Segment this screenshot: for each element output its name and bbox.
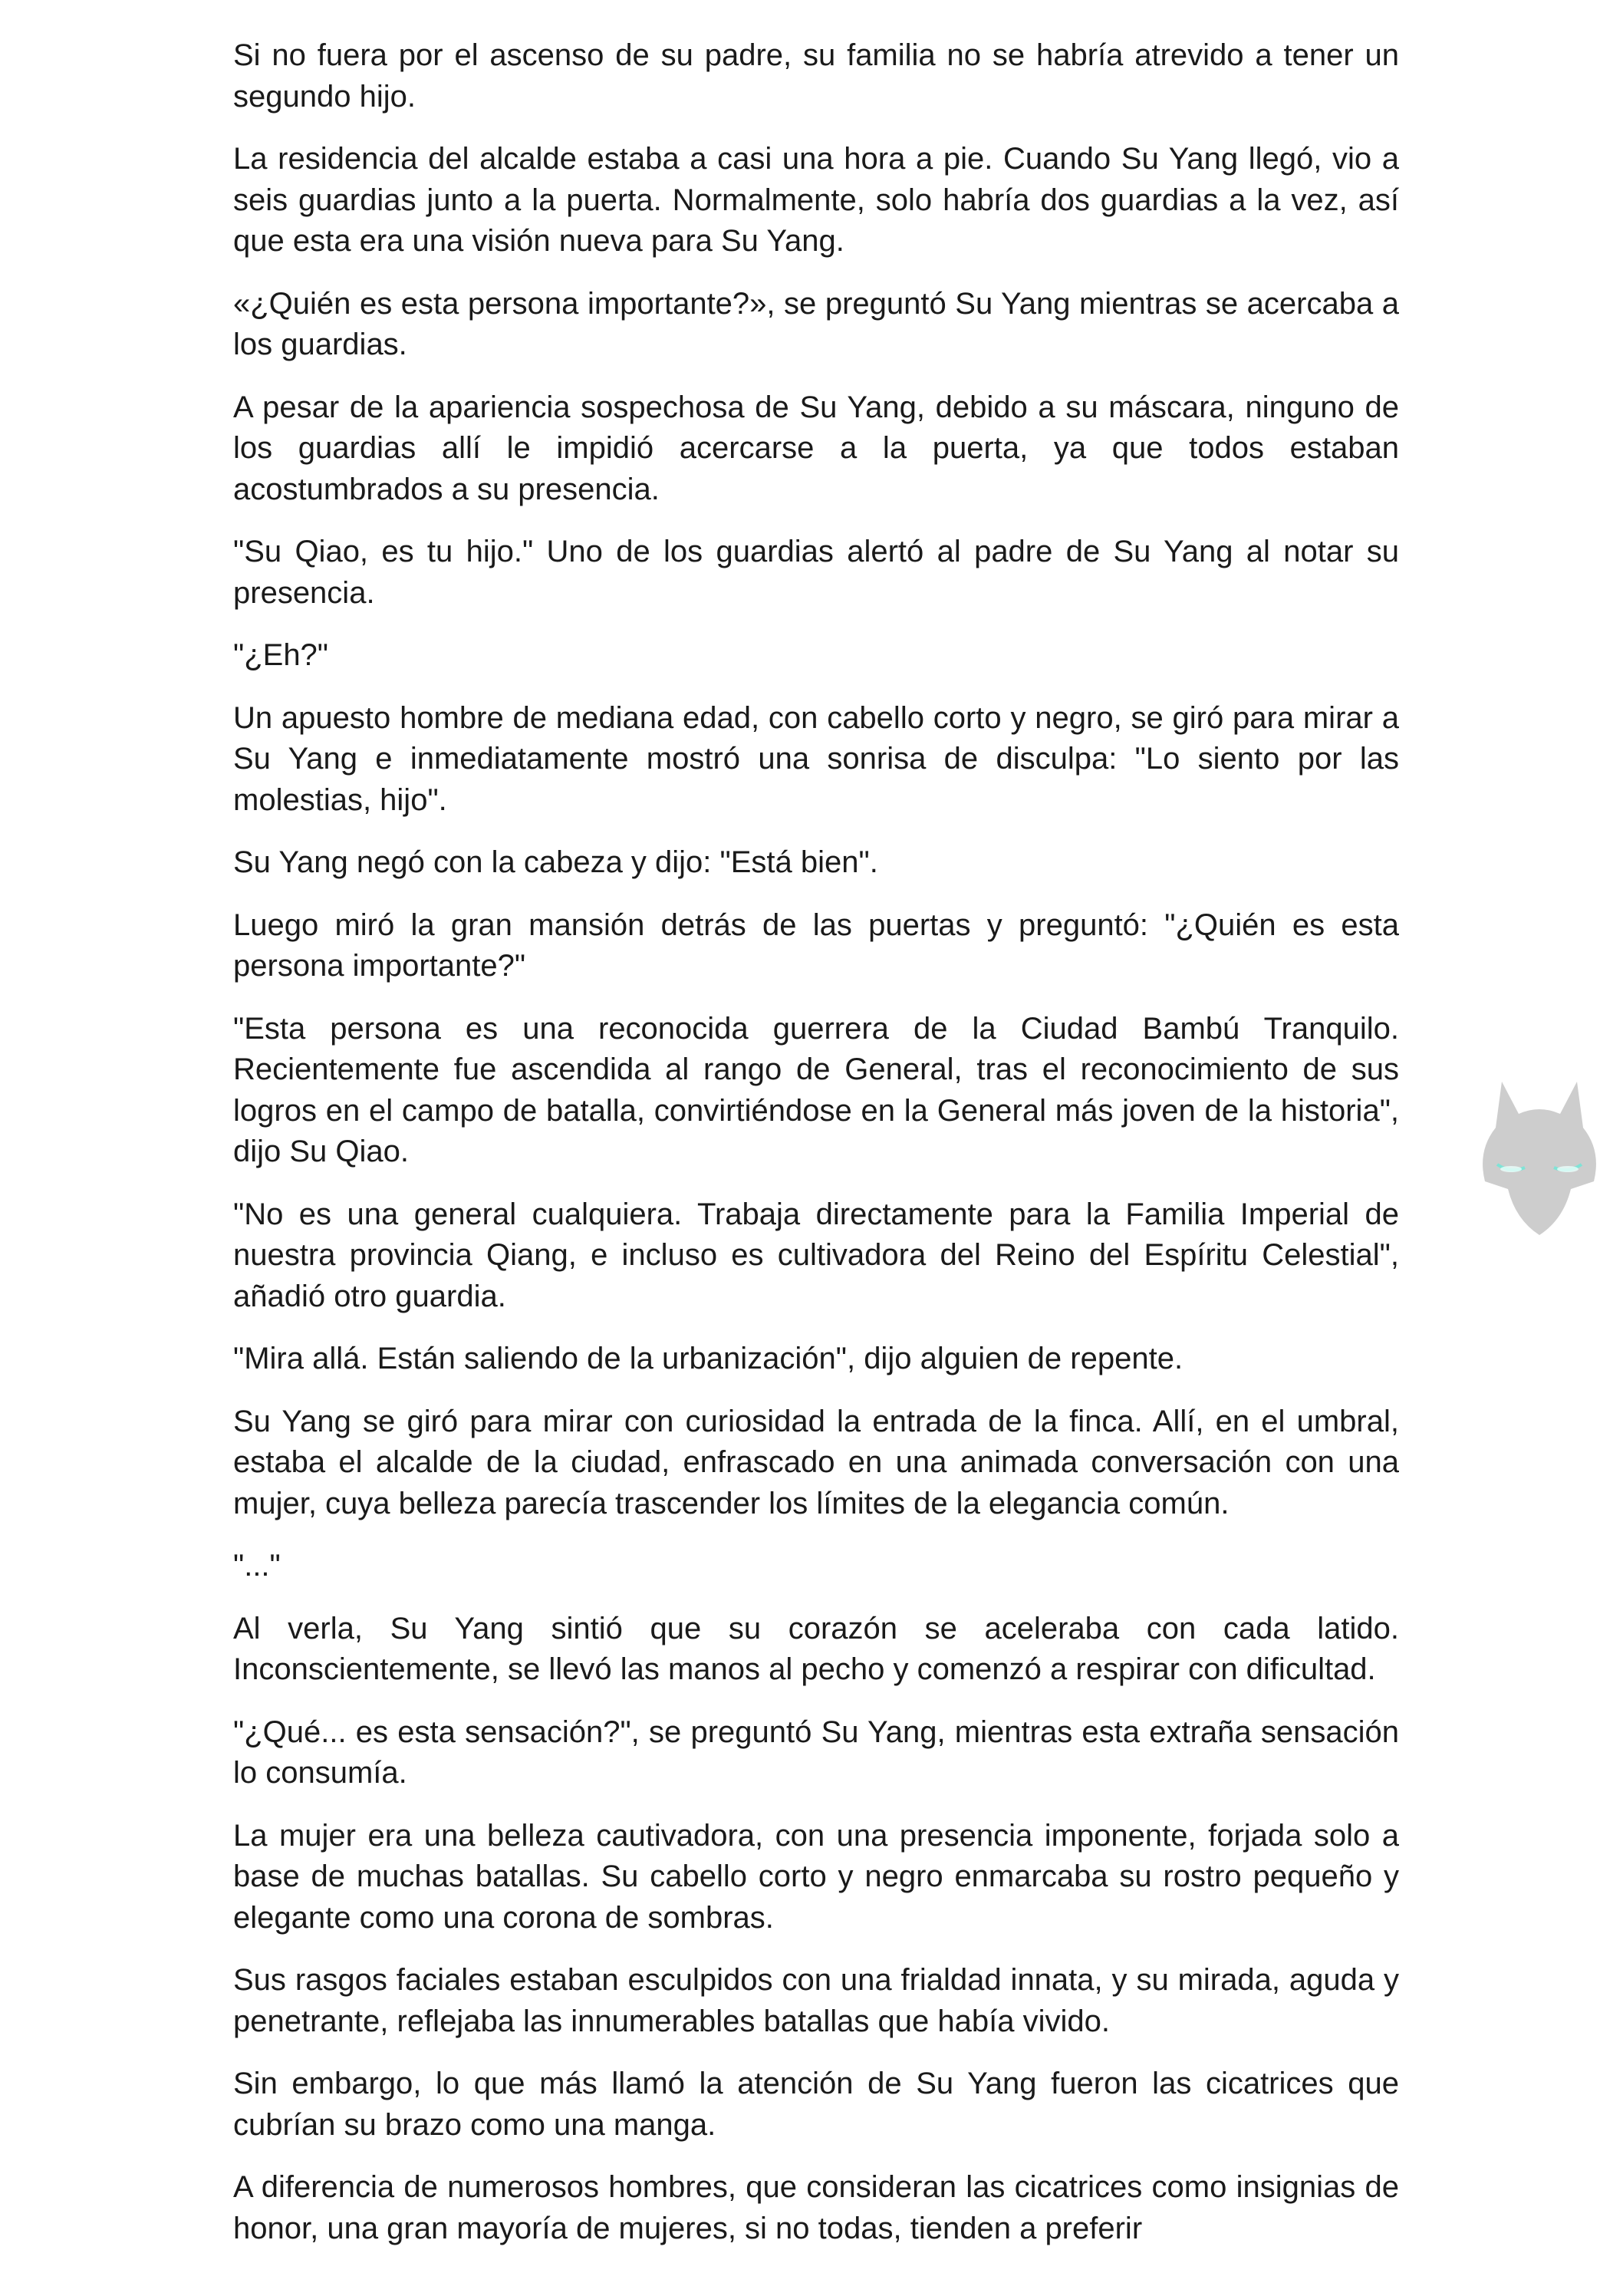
paragraph-15: Al verla, Su Yang sintió que su corazón se aceleraba con cada latido. Inconscientemente, se llevó las manos al pecho y comenzó a respirar con dificultad.: [233, 1611, 1399, 1686]
demon-head-icon: [1471, 1074, 1608, 1238]
paragraph-18: Sus rasgos faciales estaban esculpidos con una frialdad innata, y su mirada, aguda y penetrante, reflejaba las innumerables batallas que había vivido.: [233, 1963, 1399, 2038]
paragraph-2: La residencia del alcalde estaba a casi una hora a pie. Cuando Su Yang llegó, vio a seis guardias junto a la puerta. Normalmente, solo habría dos guardias a la vez, así que esta era una visión nueva para Su Yang.: [233, 142, 1399, 258]
paragraph-20: A diferencia de numerosos hombres, que consideran las cicatrices como insignias de honor, una gran mayoría de mujeres, si no todas, tienden a preferir: [233, 2170, 1399, 2245]
demon-head-silhouette: [1483, 1082, 1596, 1235]
paragraph-11: "No es una general cualquiera. Trabaja directamente para la Familia Imperial de nuestra provincia Qiang, e incluso es cultivadora del Reino del Espíritu Celestial", añadió otro guardia.: [233, 1197, 1399, 1313]
paragraph-19: Sin embargo, lo que más llamó la atención de Su Yang fueron las cicatrices que cubrían su brazo como una manga.: [233, 2067, 1399, 2142]
paragraph-5: "Su Qiao, es tu hijo." Uno de los guardias alertó al padre de Su Yang al notar su presencia.: [233, 535, 1399, 610]
paragraph-9: Luego miró la gran mansión detrás de las puertas y preguntó: "¿Quién es esta persona importante?": [233, 908, 1399, 983]
paragraph-3: «¿Quién es esta persona importante?», se preguntó Su Yang mientras se acercaba a los guardias.: [233, 286, 1399, 361]
paragraph-10: "Esta persona es una reconocida guerrera de la Ciudad Bambú Tranquilo. Recientemente fue ascendida al rango de General, tras el reconocimiento de sus logros en el campo de batalla, convirtiéndose en la General más joven de la historia", dijo Su Qiao.: [233, 1011, 1399, 1168]
paragraph-6: "¿Eh?": [233, 638, 329, 672]
paragraph-1: Si no fuera por el ascenso de su padre, su familia no se habría atrevido a tener un segundo hijo.: [233, 38, 1399, 114]
paragraph-13: Su Yang se giró para mirar con curiosidad la entrada de la finca. Allí, en el umbral, estaba el alcalde de la ciudad, enfrascado en una animada conversación con una mujer, cuya belleza parecía trascender los límites de la elegancia común.: [233, 1404, 1399, 1520]
paragraph-8: Su Yang negó con la cabeza y dijo: "Está bien".: [233, 845, 878, 879]
paragraph-7: Un apuesto hombre de mediana edad, con cabello corto y negro, se giró para mirar a Su Yang e inmediatamente mostró una sonrisa de disculpa: "Lo siento por las molestias, hijo".: [233, 700, 1399, 817]
document-body: [233, 35, 1399, 2271]
paragraph-4: A pesar de la apariencia sospechosa de Su Yang, debido a su máscara, ninguno de los guardias allí le impidió acercarse a la puerta, ya que todos estaban acostumbrados a su presencia.: [233, 390, 1399, 506]
paragraph-17: La mujer era una belleza cautivadora, con una presencia imponente, forjada solo a base de muchas batallas. Su cabello corto y negro enmarcaba su rostro pequeño y elegante como una corona de sombras.: [233, 1818, 1399, 1935]
paragraph-12: "Mira allá. Están saliendo de la urbanización", dijo alguien de repente.: [233, 1342, 1184, 1375]
paragraph-16: "¿Qué... es esta sensación?", se preguntó Su Yang, mientras esta extraña sensación lo consumía.: [233, 1715, 1399, 1790]
paragraph-14: "...": [233, 1549, 281, 1583]
